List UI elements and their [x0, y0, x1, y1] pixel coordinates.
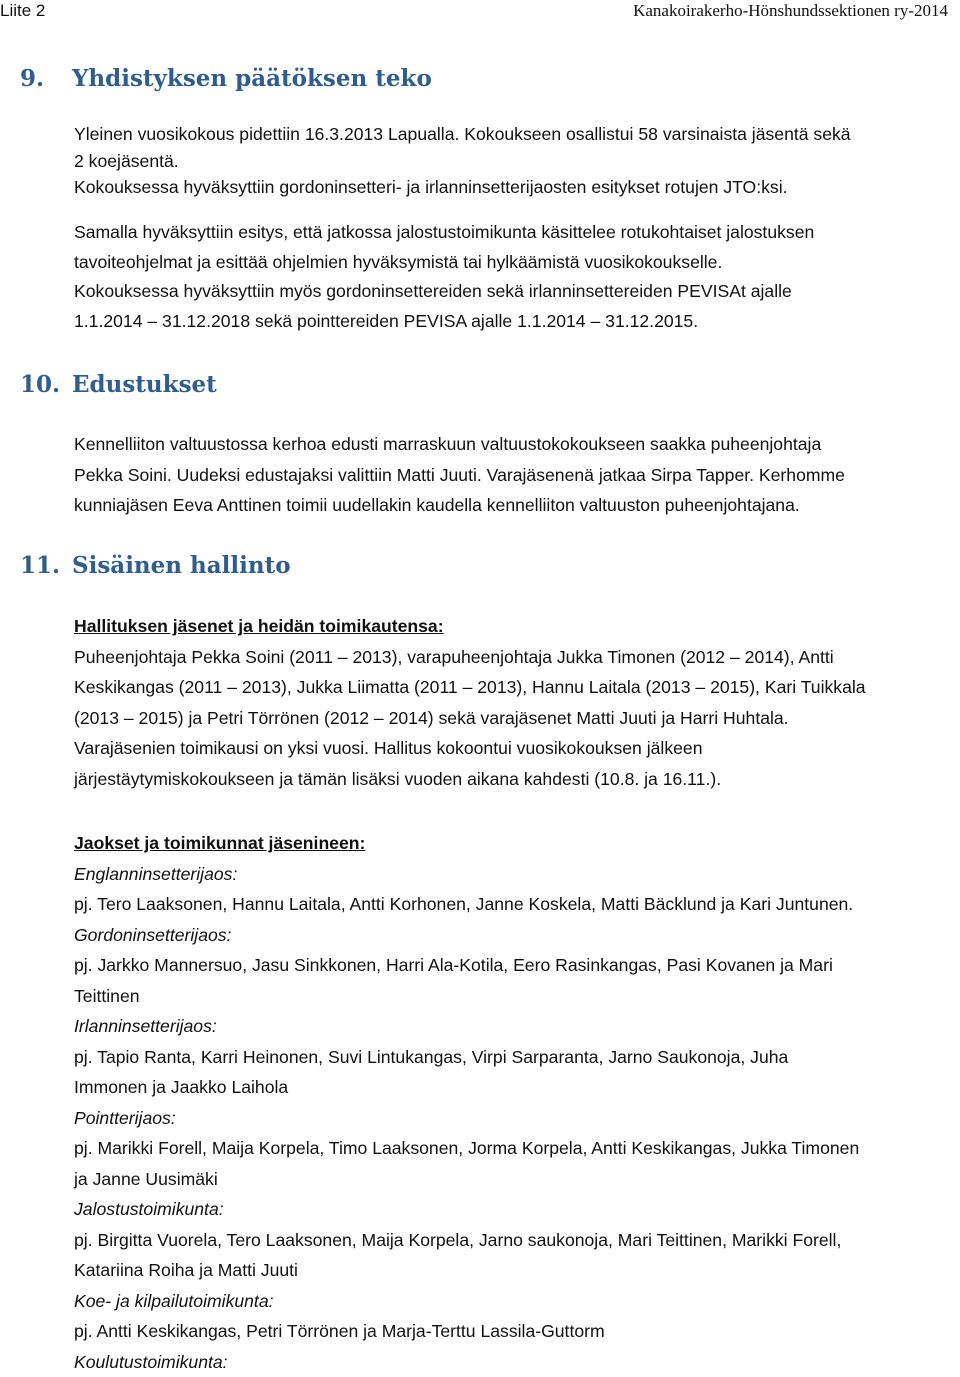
group-members: Immonen ja Jaakko Laihola	[74, 1072, 958, 1103]
text-line: 1.1.2014 – 31.12.2018 sekä pointtereiden PEVISA ajalle 1.1.2014 – 31.12.2015.	[74, 307, 958, 337]
page-header-right: Kanakoirakerho-Hönshundssektionen ry-2014	[633, 0, 948, 22]
section-10-heading	[20, 370, 217, 400]
section-11-number: 11.	[20, 551, 72, 581]
group-members: pj. Tero Laaksonen, Hannu Laitala, Antti Korhonen, Janne Koskela, Matti Bäcklund ja Kari Juntunen.	[74, 889, 958, 920]
text-line: kunniajäsen Eeva Anttinen toimii uudellakin kaudella kennelliiton valtuuston puheenjohtajana.	[74, 490, 958, 521]
text-line: Yleinen vuosikokous pidettiin 16.3.2013 Lapualla. Kokoukseen osallistui 58 varsinaista jäsentä sekä	[74, 121, 958, 148]
section-9-heading	[20, 64, 432, 94]
section-11-title: Sisäinen hallinto	[72, 552, 291, 579]
text-line: 2 koejäsentä.	[74, 148, 958, 175]
section-10-text	[74, 429, 958, 521]
group-members: Teittinen	[74, 981, 958, 1012]
board-heading: Hallituksen jäsenet ja heidän toimikautensa:	[74, 611, 958, 642]
text-line: Keskikangas (2011 – 2013), Jukka Liimatta (2011 – 2013), Hannu Laitala (2013 – 2015), Kari Tuikkala	[74, 672, 958, 703]
group-name: Jalostustoimikunta:	[74, 1194, 958, 1225]
group-name: Koulutustoimikunta:	[74, 1347, 958, 1377]
text-line: Samalla hyväksyttiin esitys, että jatkossa jalostustoimikunta käsittelee rotukohtaiset jalostuksen	[74, 218, 958, 248]
group-members: pj. Marikki Forell, Maija Korpela, Timo Laaksonen, Jorma Korpela, Antti Keskikangas, Jukka Timonen	[74, 1133, 958, 1164]
group-name: Englanninsetterijaos:	[74, 859, 958, 890]
group-name: Gordoninsetterijaos:	[74, 920, 958, 951]
section-10-number: 10.	[20, 370, 72, 400]
text-line: (2013 – 2015) ja Petri Törrönen (2012 – 2014) sekä varajäsenet Matti Juuti ja Harri Huhtala.	[74, 703, 958, 734]
section-9-title: Yhdistyksen päätöksen teko	[72, 65, 432, 92]
section-10-title: Edustukset	[72, 371, 217, 398]
text-line: Kennelliiton valtuustossa kerhoa edusti marraskuun valtuustokokoukseen saakka puheenjohtaja	[74, 429, 958, 460]
group-members: Katariina Roiha ja Matti Juuti	[74, 1255, 958, 1286]
group-members: pj. Tapio Ranta, Karri Heinonen, Suvi Lintukangas, Virpi Sarparanta, Jarno Saukonoja, Juha	[74, 1042, 958, 1073]
section-9-text	[74, 121, 958, 201]
text-line: Kokouksessa hyväksyttiin gordoninsetteri- ja irlanninsetterijaosten esitykset rotujen JTO:ksi.	[74, 174, 958, 201]
text-line: Pekka Soini. Uudeksi edustajaksi valittiin Matti Juuti. Varajäsenenä jatkaa Sirpa Tapper. Kerhomme	[74, 460, 958, 491]
groups-section	[74, 828, 958, 1377]
section-9-number: 9.	[20, 64, 72, 94]
group-members: pj. Antti Keskikangas, Petri Törrönen ja Marja-Terttu Lassila-Guttorm	[74, 1316, 958, 1347]
board-section	[74, 611, 958, 794]
group-name: Pointterijaos:	[74, 1103, 958, 1134]
group-members: pj. Jarkko Mannersuo, Jasu Sinkkonen, Harri Ala-Kotila, Eero Rasinkangas, Pasi Kovanen ja Mari	[74, 950, 958, 981]
group-name: Koe- ja kilpailutoimikunta:	[74, 1286, 958, 1317]
group-name: Irlanninsetterijaos:	[74, 1011, 958, 1042]
section-9-text-2	[74, 218, 958, 337]
text-line: Varajäsenien toimikausi on yksi vuosi. Hallitus kokoontui vuosikokouksen jälkeen	[74, 733, 958, 764]
text-line: Puheenjohtaja Pekka Soini (2011 – 2013), varapuheenjohtaja Jukka Timonen (2012 – 2014), Antti	[74, 642, 958, 673]
text-line: Kokouksessa hyväksyttiin myös gordoninsettereiden sekä irlanninsettereiden PEVISAt ajalle	[74, 277, 958, 307]
text-line: järjestäytymiskokoukseen ja tämän lisäksi vuoden aikana kahdesti (10.8. ja 16.11.).	[74, 764, 958, 795]
groups-heading: Jaokset ja toimikunnat jäsenineen:	[74, 828, 958, 859]
page-header-left: Liite 2	[0, 0, 45, 22]
section-11-heading	[20, 551, 291, 581]
group-members: pj. Birgitta Vuorela, Tero Laaksonen, Maija Korpela, Jarno saukonoja, Mari Teittinen, Marikki Forell,	[74, 1225, 958, 1256]
text-line: tavoiteohjelmat ja esittää ohjelmien hyväksymistä tai hylkäämistä vuosikokoukselle.	[74, 248, 958, 278]
group-members: ja Janne Uusimäki	[74, 1164, 958, 1195]
